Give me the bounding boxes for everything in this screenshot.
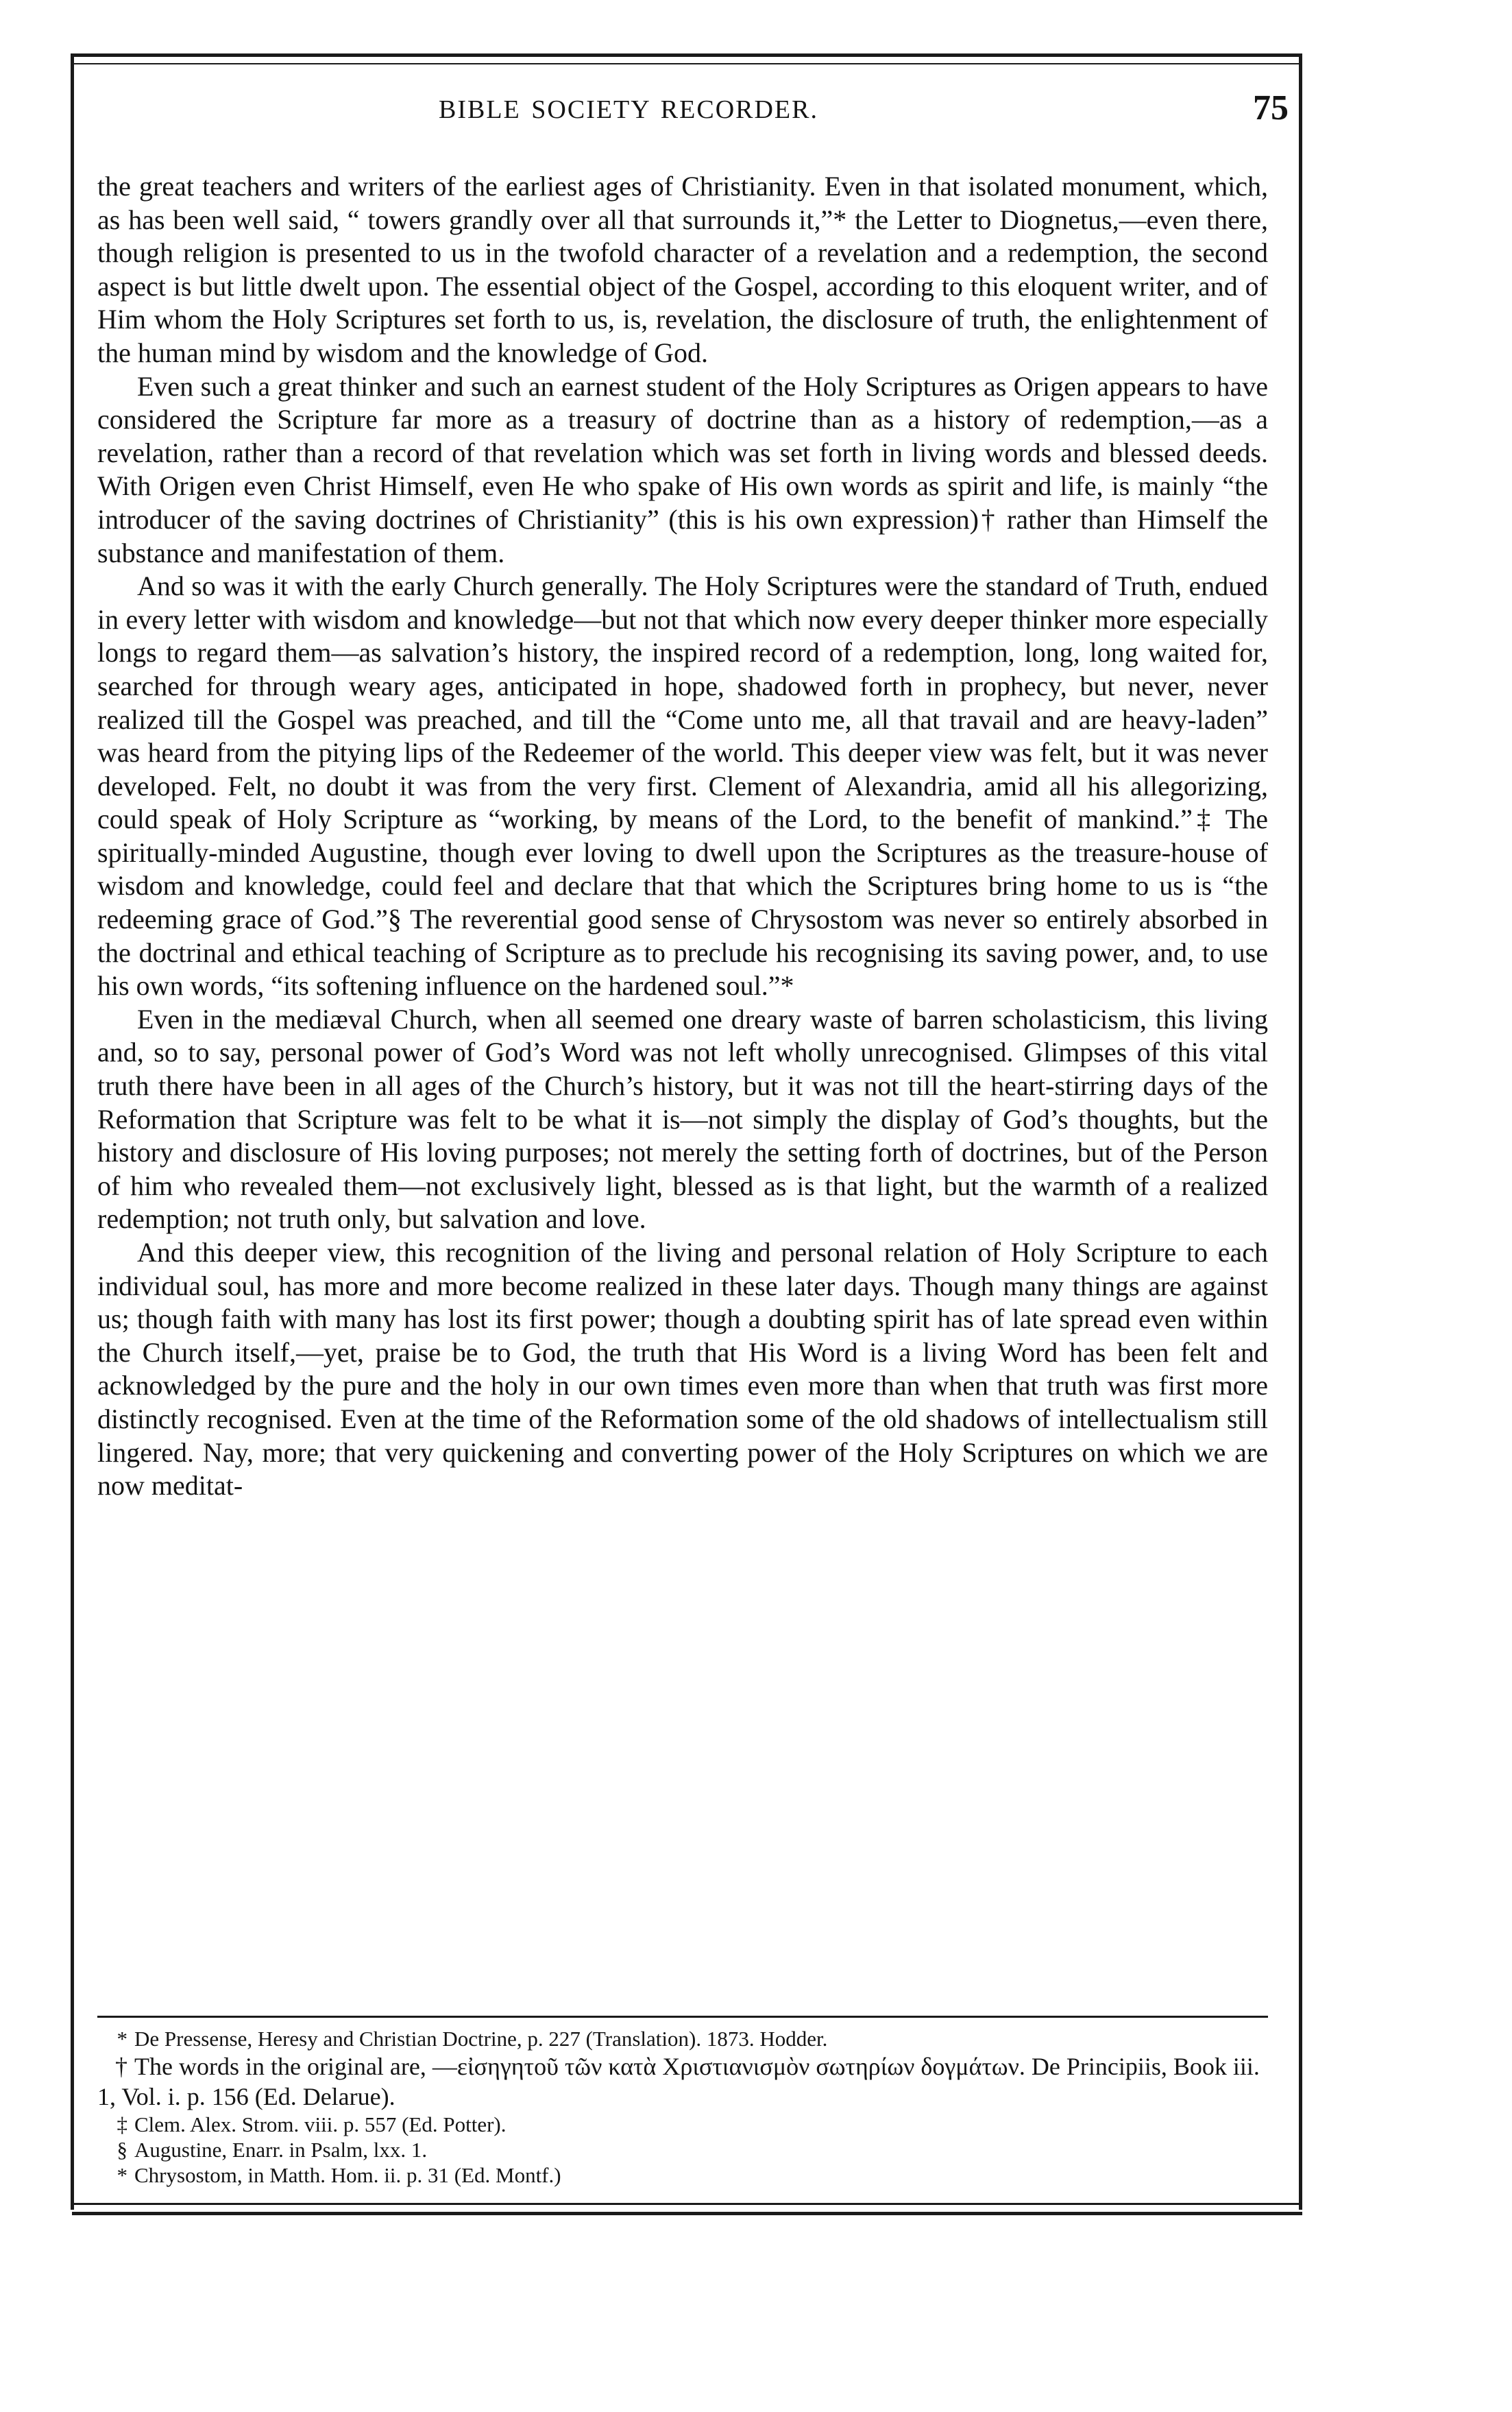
footnote [97,2162,1268,2188]
footnote-mark: * [117,2027,127,2051]
footnote-mark: * [117,2163,127,2187]
page-header [411,88,1289,149]
footnote-mark: § [117,2138,127,2162]
paragraph: Even in the mediæval Church, when all seemed one dreary waste of barren scholasticism, this living and, so to say, personal power of God’s Word was not left wholly unrecognised. Glimpses of this vital truth there have been in all ages of the Church’s history, but it was not till the heart-stirring days of the Reformation that Scripture was felt to be what it is—not simply the display of God’s thoughts, but the history and disclosure of His loving purposes; not merely the setting forth of doctrines, but of the Person of him who revealed them—not exclusively light, blessed as is that light, but the warmth of a realized redemption; not truth only, but salvation and love. [97,1003,1268,1235]
top-border-rule-inner [72,63,1302,64]
page-number: 75 [1253,88,1289,128]
footnote-text: De Pressense, Heresy and Christian Doctrine, p. 227 (Translation). 1873. Hodder. [134,2027,828,2051]
footnotes [97,2026,1268,2188]
footnote-mark: ‡ [117,2112,127,2136]
footnote-text: The words in the original are, —εἰσηγητοῦ τῶν κατὰ Χριστιανισμὸν σωτηρίων δογμάτων. De Principiis, Book iii. 1, Vol. i. p. 156 (Ed. Delarue). [97,2053,1260,2110]
right-border-rule [1299,53,1302,2210]
paragraph: the great teachers and writers of the earliest ages of Christianity. Even in that isolated monument, which, as has been well said, “ towers grandly over all that surrounds it,”* the Letter to Diognetus,—even there, though religion is presented to us in the twofold character of a revelation and a redemption, the second aspect is but little dwelt upon. The essential object of the Gospel, according to this eloquent writer, and of Him whom the Holy Scriptures set forth to us, is, revelation, the disclosure of truth, the enlightenment of the human mind by wisdom and the knowledge of God. [97,171,1268,368]
left-border-rule [71,53,74,2210]
bottom-border-rule-outer [72,2212,1302,2215]
paragraph: Even such a great thinker and such an earnest student of the Holy Scriptures as Origen appears to have considered the Scripture far more as a treasury of doctrine than as a history of redemption,—as a revelation, rather than a record of that revelation which was set forth in living words and blessed deeds. With Origen even Christ Himself, even He who spake of His own words as spirit and life, is mainly “the introducer of the saving doctrines of Christianity” (this is his own expression)† rather than Himself the substance and manifestation of them. [97,370,1268,568]
footnote-text: Augustine, Enarr. in Psalm, lxx. 1. [134,2138,428,2162]
footnote-text: Clem. Alex. Strom. viii. p. 557 (Ed. Potter). [134,2112,507,2136]
paragraph: And so was it with the early Church generally. The Holy Scriptures were the standard of Truth, endued in every letter with wisdom and knowledge—but not that which now every deeper thinker more especially longs to regard them—as salvation’s history, the inspired record of a redemption, long, long waited for, searched for through weary ages, anticipated in hope, shadowed forth in prophecy, but never, never realized till the Gospel was preached, and till the “Come unto me, all that travail and are heavy-laden” was heard from the pitying lips of the Redeemer of the world. This deeper view was felt, but it was never developed. Felt, no doubt it was from the very first. Clement of Alexandria, amid all his allegorizing, could speak of Holy Scripture as “working, by means of the Lord, to the benefit of mankind.”‡ The spiritually-minded Augustine, though ever loving to dwell upon the Scriptures as the treasure-house of wisdom and knowledge, could feel and declare that that which the Scriptures bring home to us is “the redeeming grace of God.”§ The reverential good sense of Chrysostom was never so entirely absorbed in the doctrinal and ethical teaching of Scripture as to preclude his recognising its saving power, and, to use his own words, “its softening influence on the hardened soul.”* [97,570,1268,1002]
top-border-rule [72,53,1302,57]
footnote [97,2137,1268,2162]
footnote-text: Chrysostom, in Matth. Hom. ii. p. 31 (Ed. Montf.) [134,2163,561,2187]
footnote [97,2051,1268,2112]
footnote [97,2026,1268,2051]
bottom-border-rule [72,2203,1302,2205]
running-title: BIBLE SOCIETY RECORDER. [439,95,818,124]
footnote-mark: † [115,2053,127,2080]
paragraph: And this deeper view, this recognition of the living and personal relation of Holy Scripture to each individual soul, has more and more become realized in these later days. Though many things are against us; though faith with many has lost its first power; though a doubting spirit has of late spread even within the Church itself,—yet, praise be to God, the truth that His Word is a living Word has been felt and acknowledged by the pure and the holy in our own times even more than when that truth was first more distinctly recognised. Even at the time of the Reformation some of the old shadows of intellectualism still lingered. Nay, more; that very quickening and converting power of the Holy Scriptures on which we are now meditat- [97,1237,1268,1502]
footnote [97,2112,1268,2137]
footnote-rule [97,2016,1268,2018]
body-text [97,170,1268,1503]
